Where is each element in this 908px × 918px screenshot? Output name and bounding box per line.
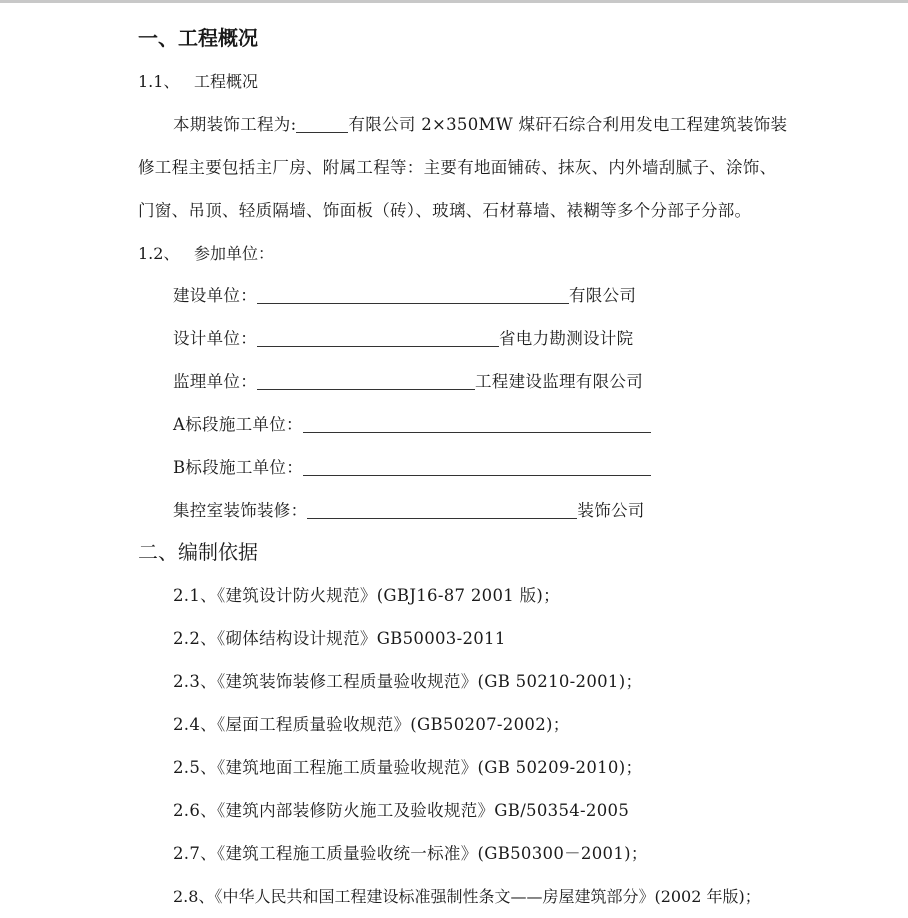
unit-suffix: 工程建设监理有限公司 xyxy=(475,372,643,391)
reference-item: 2.7、《建筑工程施工质量验收统一标准》(GB50300－2001)； xyxy=(173,844,648,863)
reference-item: 2.2、《砌体结构设计规范》GB50003-2011 xyxy=(173,629,506,648)
unit-label: A标段施工单位： xyxy=(173,415,303,434)
blank-line xyxy=(296,116,348,133)
unit-label: B标段施工单位： xyxy=(173,458,304,477)
reference-item: 2.8、《中华人民共和国工程建设标准强制性条文——房屋建筑部分》(2002 年版)； xyxy=(173,887,761,906)
section1-heading: 一、工程概况 xyxy=(138,26,258,50)
blank-line xyxy=(257,373,475,390)
reference-item: 2.1、《建筑设计防火规范》(GBJ16-87 2001 版)； xyxy=(173,586,560,605)
blank-line xyxy=(303,459,651,476)
unit-row xyxy=(173,371,643,393)
blank-line xyxy=(303,416,651,433)
reference-item: 2.5、《建筑地面工程施工质量验收规范》(GB 50209-2010)； xyxy=(173,758,643,777)
unit-label: 设计单位： xyxy=(173,329,257,348)
overview-para-suffix: 有限公司 2×350MW 煤矸石综合利用发电工程建筑装饰装 xyxy=(348,115,788,134)
unit-row xyxy=(173,285,636,307)
subsection-1-1-number: 1.1、 xyxy=(138,72,180,91)
subsection-1-2-title: 参加单位： xyxy=(194,244,275,263)
unit-row xyxy=(173,457,651,479)
reference-item: 2.3、《建筑装饰装修工程质量验收规范》(GB 50210-2001)； xyxy=(173,672,643,691)
subsection-1-2-number: 1.2、 xyxy=(138,244,180,263)
unit-label: 集控室装饰装修： xyxy=(173,501,308,520)
subsection-1-2 xyxy=(138,243,274,265)
unit-label: 监理单位： xyxy=(173,372,257,391)
overview-para-line3: 门窗、吊顶、轻质隔墙、饰面板（砖）、玻璃、石材幕墙、裱糊等多个分部子分部。 xyxy=(138,201,752,220)
blank-line xyxy=(307,502,577,519)
blank-line xyxy=(257,287,569,304)
reference-item: 2.4、《屋面工程质量验收规范》(GB50207-2002)； xyxy=(173,715,570,734)
unit-row xyxy=(173,328,633,350)
subsection-1-1-title: 工程概况 xyxy=(194,72,259,91)
overview-para-line2: 修工程主要包括主厂房、附属工程等：主要有地面铺砖、抹灰、内外墙刮腻子、涂饰、 xyxy=(138,158,777,177)
subsection-1-1 xyxy=(138,71,258,93)
unit-row xyxy=(173,414,651,436)
overview-para-line1 xyxy=(173,114,787,136)
unit-label: 建设单位： xyxy=(173,286,257,305)
reference-item: 2.6、《建筑内部装修防火施工及验收规范》GB/50354-2005 xyxy=(173,801,630,820)
unit-suffix: 装饰公司 xyxy=(577,501,645,520)
unit-row xyxy=(173,500,645,522)
unit-suffix: 有限公司 xyxy=(569,286,637,305)
overview-para-prefix: 本期装饰工程为: xyxy=(173,115,297,134)
blank-line xyxy=(257,330,499,347)
unit-suffix: 省电力勘测设计院 xyxy=(499,329,634,348)
section2-heading: 二、编制依据 xyxy=(138,540,258,564)
